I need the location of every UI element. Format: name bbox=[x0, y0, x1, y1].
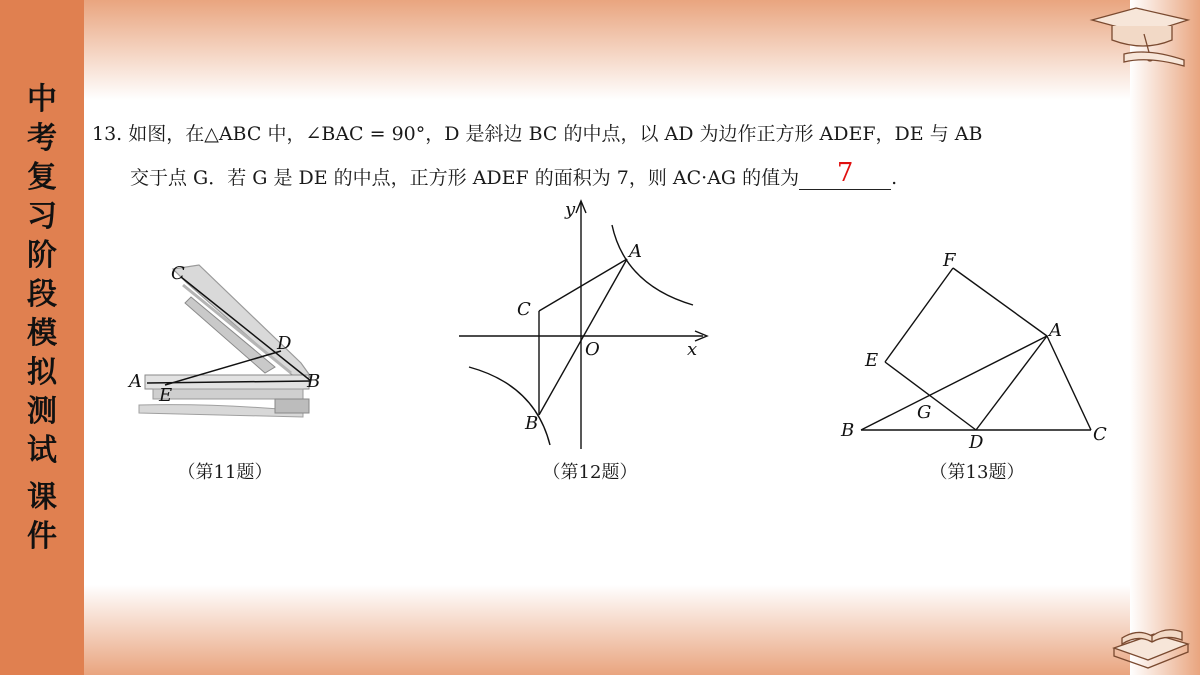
graduation-cap-icon bbox=[1088, 4, 1192, 70]
segment-AC bbox=[539, 259, 627, 311]
fig11-label-B: B bbox=[307, 371, 321, 392]
segment-DA bbox=[976, 336, 1047, 430]
fig11-label-D: D bbox=[277, 333, 292, 354]
subtitle-char: 课 bbox=[27, 480, 57, 515]
title-char: 试 bbox=[27, 433, 57, 468]
problem-text-line2: 交于点 G．若 G 是 DE 的中点，正方形 ADEF 的面积为 7，则 AC·AG 的值为 bbox=[130, 167, 800, 189]
segment-FA bbox=[953, 268, 1047, 336]
title-char: 段 bbox=[27, 277, 57, 312]
fig12-label-B: B bbox=[525, 413, 539, 434]
title-char: 中 bbox=[27, 82, 57, 117]
title-char: 习 bbox=[27, 199, 57, 234]
figure-11 bbox=[125, 255, 335, 430]
fig13-label-A: A bbox=[1049, 320, 1062, 341]
fig12-label-y: y bbox=[565, 199, 576, 220]
fig13-label-G: G bbox=[917, 402, 932, 423]
title-char: 考 bbox=[27, 121, 57, 156]
fig11-label-E: E bbox=[159, 385, 173, 406]
sidebar bbox=[0, 0, 84, 675]
problem-line-2 bbox=[92, 156, 1132, 200]
subtitle-char: 件 bbox=[27, 519, 57, 554]
figure-12 bbox=[455, 195, 715, 455]
fig12-label-C: C bbox=[517, 299, 531, 320]
answer-blank bbox=[799, 159, 891, 190]
fig13-label-B: B bbox=[841, 420, 855, 441]
problem-line-1 bbox=[92, 112, 1132, 156]
books-icon bbox=[1108, 608, 1194, 670]
problem-text-line1: 如图，在△ABC 中，∠BAC = 90°，D 是斜边 BC 的中点，以 AD 为边作正方形 ADEF，DE 与 AB bbox=[128, 123, 983, 145]
segment-AC bbox=[1047, 336, 1091, 430]
sidebar-title bbox=[0, 80, 84, 556]
caption-figure-13: （第13题） bbox=[929, 462, 1025, 483]
title-char: 拟 bbox=[27, 355, 57, 390]
fig12-label-A: A bbox=[629, 241, 642, 262]
figure-13 bbox=[835, 248, 1120, 453]
fig12-label-O: O bbox=[585, 339, 600, 360]
fig13-label-F: F bbox=[943, 250, 956, 271]
fig11-label-C: C bbox=[171, 263, 185, 284]
segment-FE bbox=[885, 268, 953, 362]
problem-number: 13. bbox=[92, 123, 123, 145]
caption-figure-12: （第12题） bbox=[542, 462, 638, 483]
segment-BA bbox=[861, 336, 1047, 430]
caption-figure-11: （第11题） bbox=[177, 462, 273, 483]
fig13-label-E: E bbox=[865, 350, 879, 371]
title-char: 测 bbox=[27, 394, 57, 429]
title-char: 阶 bbox=[27, 238, 57, 273]
segment-CB bbox=[181, 277, 311, 381]
title-char: 复 bbox=[27, 160, 57, 195]
fig13-label-D: D bbox=[969, 432, 984, 453]
title-char: 模 bbox=[27, 316, 57, 351]
fig11-label-A: A bbox=[129, 371, 142, 392]
segment-AB bbox=[539, 259, 627, 415]
answer-value: 7 bbox=[836, 158, 854, 188]
fig13-label-C: C bbox=[1093, 424, 1107, 445]
problem-13 bbox=[92, 112, 1132, 200]
fig12-label-x: x bbox=[687, 339, 698, 360]
problem-text-end: . bbox=[891, 167, 898, 189]
